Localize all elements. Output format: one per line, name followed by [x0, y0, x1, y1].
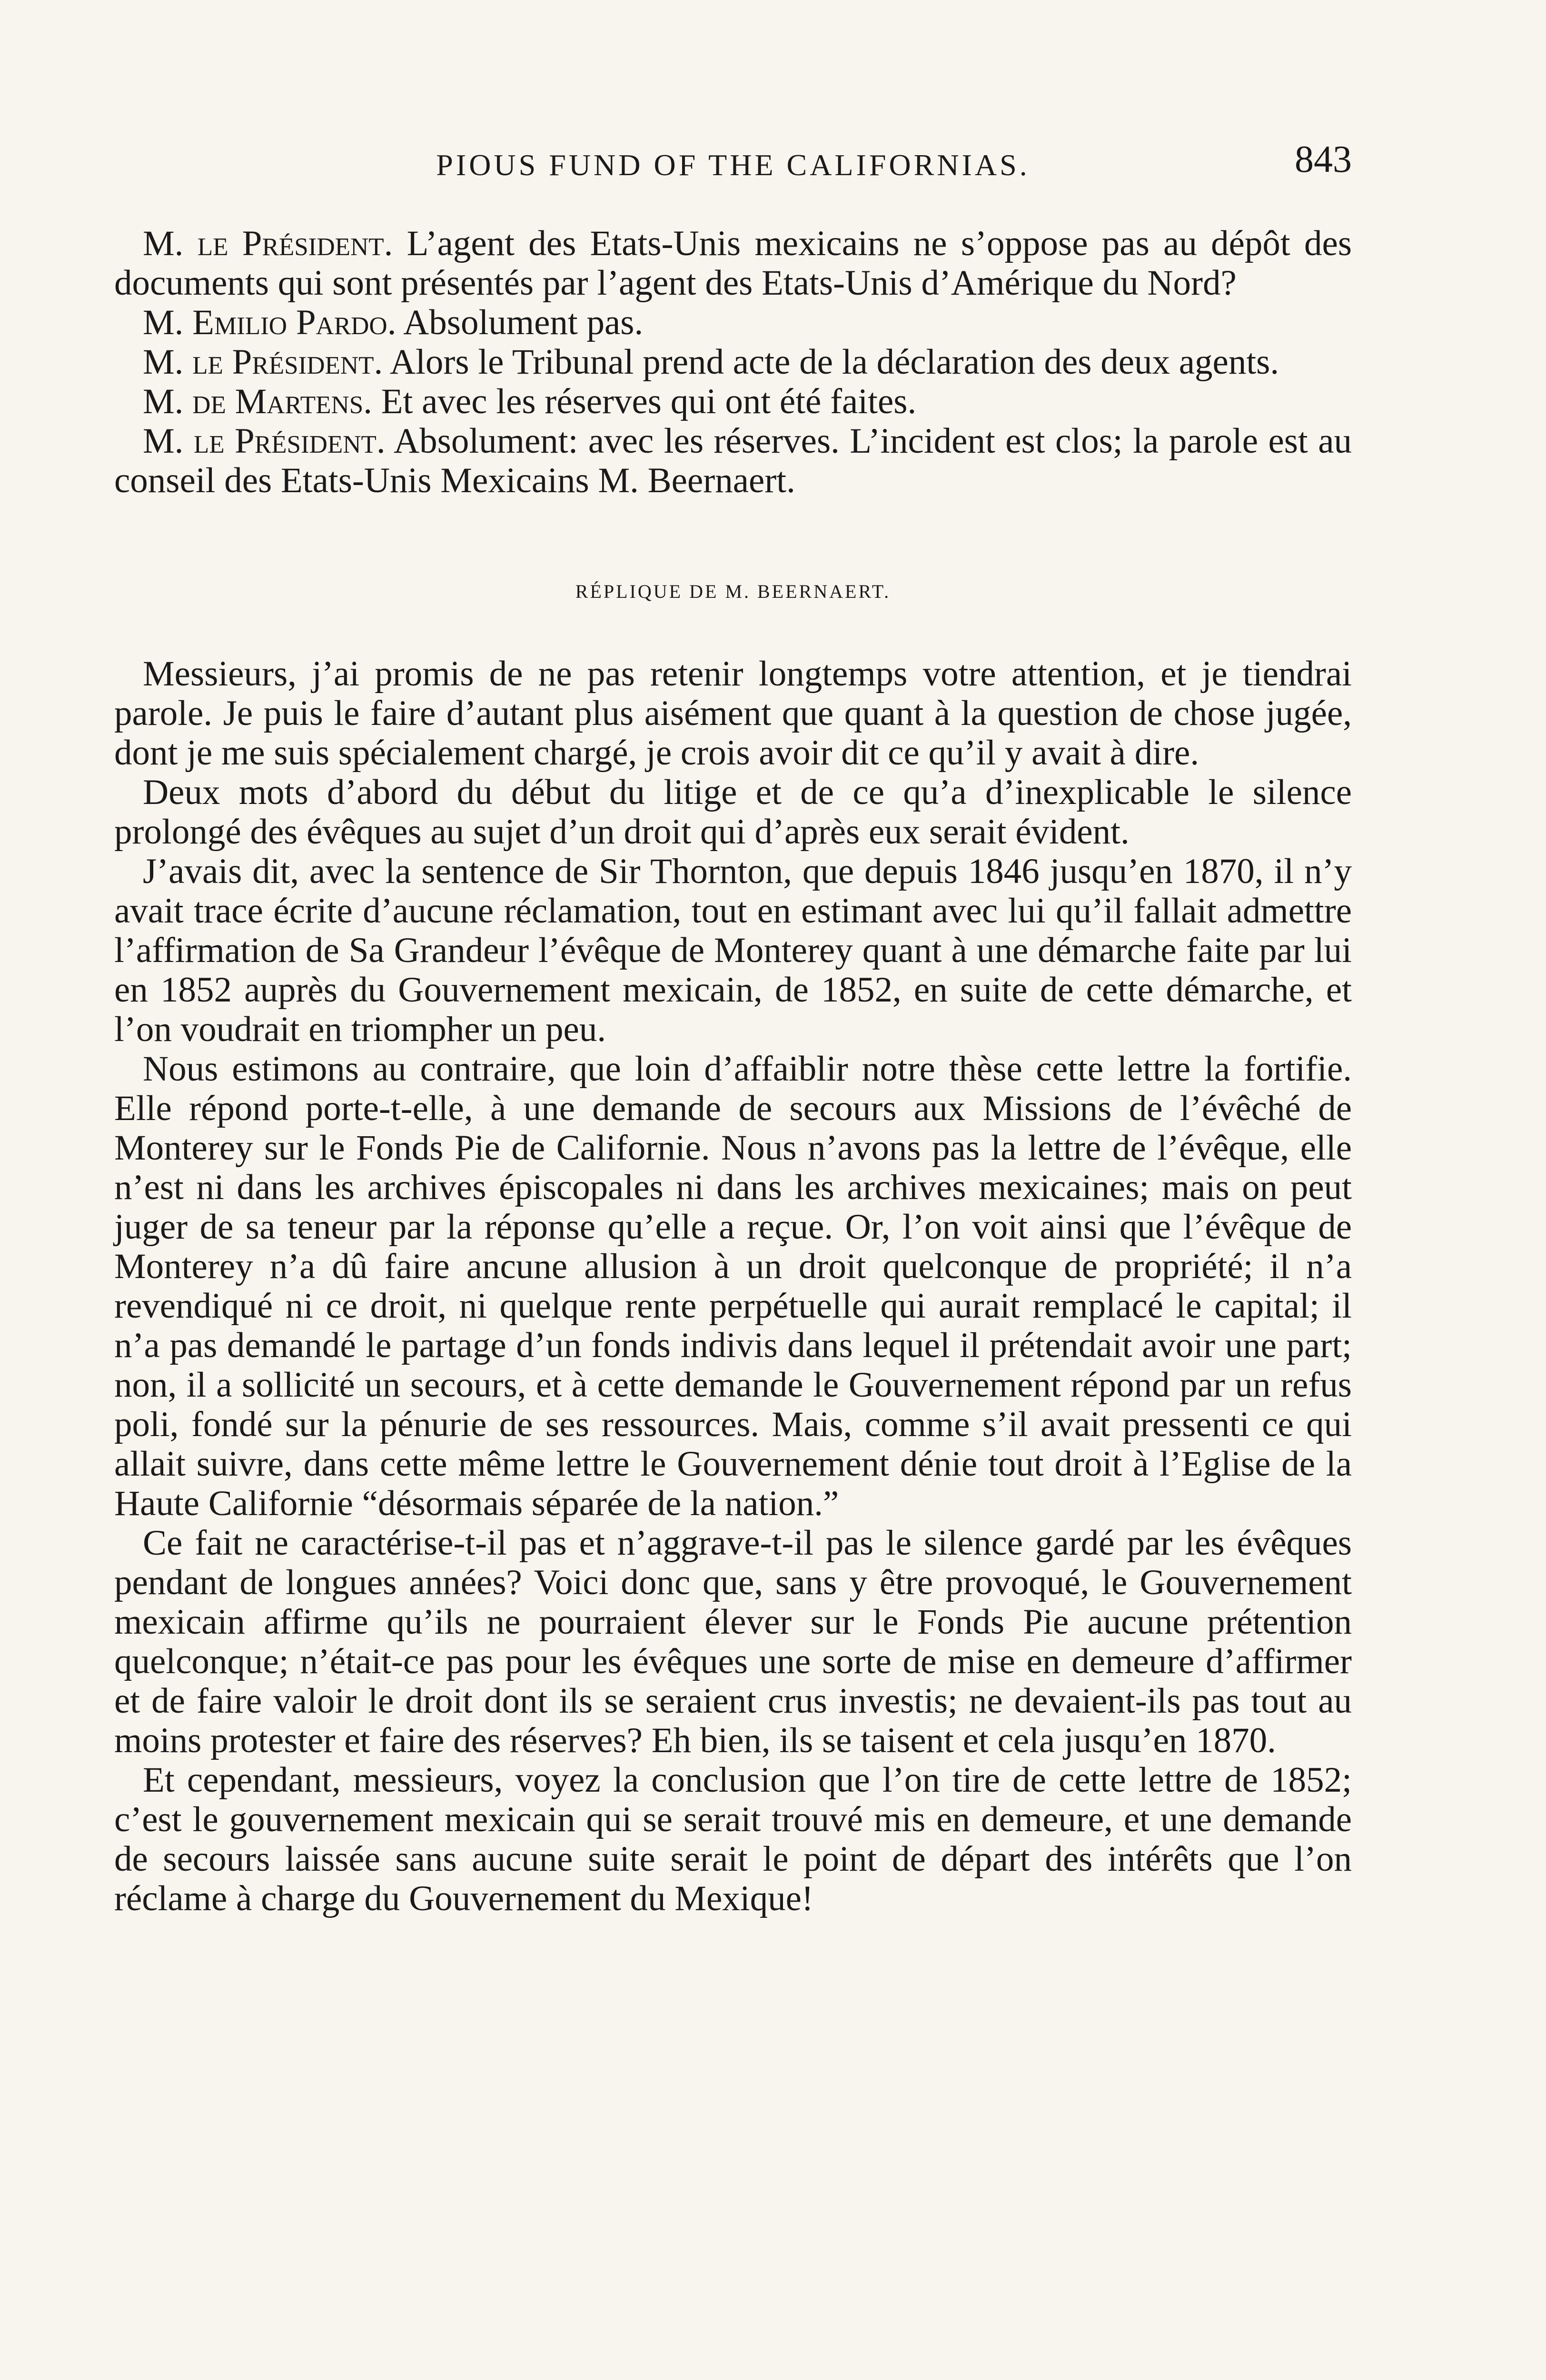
- section-heading: RÉPLIQUE DE M. BEERNAERT.: [575, 581, 891, 602]
- dialogue-text: Alors le Tribunal prend acte de la déclaration des deux agents.: [389, 342, 1279, 382]
- speaker-name: M. le Président.: [143, 421, 386, 461]
- speaker-name: M. de Martens.: [143, 382, 372, 421]
- speaker-name: M. le Président.: [143, 224, 393, 263]
- dialogue-text: Absolument pas.: [403, 303, 644, 342]
- speaker-name: M. le Président.: [143, 342, 383, 382]
- page-number: 843: [1295, 139, 1352, 180]
- page-body: [114, 224, 1352, 1918]
- body-paragraph: Messieurs, j’ai promis de ne pas retenir longtemps votre attention, et je tiendrai parole. Je puis le faire d’autant plus aisément que quant à la question de chose jugée, dont je me suis spécialement chargé, je crois avoir dit ce qu’il y avait à dire.: [114, 654, 1352, 773]
- dialogue-text: L’agent des Etats-Unis mexicains ne s’oppose pas au dépôt des documents qui sont présentés par l’agent des Etats-Unis d’Amérique du Nord?: [114, 224, 1352, 303]
- dialogue-text: Et avec les réserves qui ont été faites.: [381, 382, 917, 421]
- body-paragraph: Deux mots d’abord du début du litige et de ce qu’a d’inexplicable le silence prolongé des évêques au sujet d’un droit qui d’après eux serait évident.: [114, 773, 1352, 852]
- dialogue-text: Absolument: avec les réserves. L’incident est clos; la parole est au conseil des Etats-Unis Mexicains M. Beernaert.: [114, 421, 1352, 500]
- book-page: [114, 0, 1352, 2380]
- page-header: [114, 138, 1352, 190]
- dialogue-paragraph: [114, 342, 1352, 382]
- body-paragraph: Et cependant, messieurs, voyez la conclusion que l’on tire de cette lettre de 1852; c’est le gouvernement mexicain qui se serait trouvé mis en demeure, et une demande de secours laissée sans aucune suite serait le point de départ des intérêts que l’on réclame à charge du Gouvernement du Mexique!: [114, 1760, 1352, 1918]
- speaker-name: M. Emilio Pardo.: [143, 303, 396, 342]
- dialogue-paragraph: [114, 382, 1352, 421]
- body-paragraph: Nous estimons au contraire, que loin d’affaiblir notre thèse cette lettre la fortifie. Elle répond porte-t-elle, à une demande de secours aux Missions de l’évêché de Monterey sur le Fonds Pie de Californie. Nous n’avons pas la lettre de l’évêque, elle n’est ni dans les archives épiscopales ni dans les archives mexicaines; mais on peut juger de sa teneur par la réponse qu’elle a reçue. Or, l’on voit ainsi que l’évêque de Monterey n’a dû faire ancune allusion à un droit quelconque de propriété; il n’a revendiqué ni ce droit, ni quelque rente perpétuelle qui aurait remplacé le capital; il n’a pas demandé le partage d’un fonds indivis dans lequel il prétendait avoir une part; non, il a sollicité un secours, et à cette demande le Gouvernement répond par un refus poli, fondé sur la pénurie de ses ressources. Mais, comme s’il avait pressenti ce qui allait suivre, dans cette même lettre le Gouvernement dénie tout droit à l’Eglise de la Haute Californie “désormais séparée de la nation.”: [114, 1049, 1352, 1523]
- body-paragraph: J’avais dit, avec la sentence de Sir Thornton, que depuis 1846 jusqu’en 1870, il n’y avait trace écrite d’aucune réclamation, tout en estimant avec lui qu’il fallait admettre l’affirmation de Sa Grandeur l’évêque de Monterey quant à une démarche faite par lui en 1852 auprès du Gouvernement mexicain, de 1852, en suite de cette démarche, et l’on voudrait en triompher un peu.: [114, 852, 1352, 1049]
- body-paragraph: Ce fait ne caractérise-t-il pas et n’aggrave-t-il pas le silence gardé par les évêques pendant de longues années? Voici donc que, sans y être provoqué, le Gouvernement mexicain affirme qu’ils ne pourraient élever sur le Fonds Pie aucune prétention quelconque; n’était-ce pas pour les évêques une sorte de mise en demeure d’affirmer et de faire valoir le droit dont ils se seraient crus investis; ne devaient-ils pas tout au moins protester et faire des réserves? Eh bien, ils se taisent et cela jusqu’en 1870.: [114, 1523, 1352, 1760]
- dialogue-paragraph: [114, 224, 1352, 303]
- dialogue-paragraph: [114, 303, 1352, 342]
- running-title: PIOUS FUND OF THE CALIFORNIAS.: [436, 148, 1030, 182]
- dialogue-paragraph: [114, 421, 1352, 500]
